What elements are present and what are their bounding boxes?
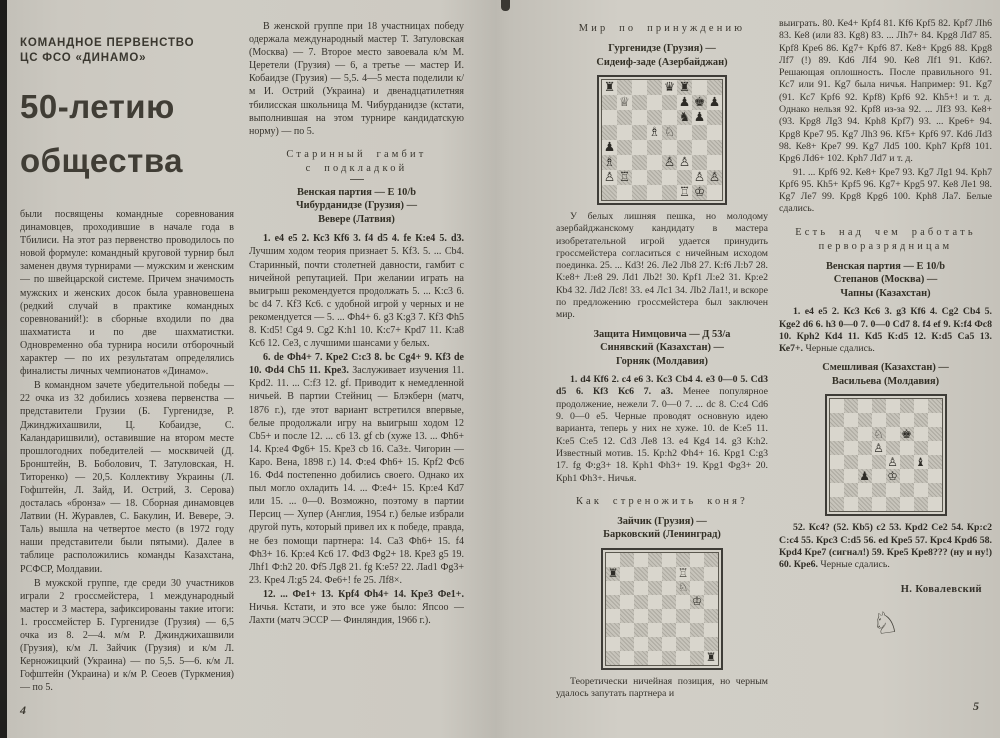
board-square-e7 [886,413,900,427]
board-square-f2 [676,637,690,651]
board-square-b3 [617,155,632,170]
board-frame [601,548,723,670]
board-square-f4 [676,609,690,623]
board-square-a4: ♟ [603,139,616,155]
board-square-e3: ♔ [887,468,898,483]
board-square-g7 [914,413,928,427]
title-line: общества [20,142,184,179]
heading-line: перворазрядницам [818,240,953,252]
board-square-c2 [634,637,648,651]
board-square-g8 [690,553,704,567]
paragraph: 1. d4 Кf6 2. с4 е6 3. Кс3 Сb4 4. е3 0—0 5. Сd3 d5 6. Кf3 Кс6 7. а3. Менее популярное продолжение, нежели 7. 0—0 7. ... dc 8. С:с4 Сd6 9. 0—0 е5. Черные проводят основную идею варианта, теперь у них не хуже. 10. de К:е5 11. К:е5 С:е5 12. Сd3 Ле8 13. е4 Кg4 14. g3 К:h2. Известный мотив. 15. Кр:h2 Фh4+ 16. Крg1 С:g3 17. fg Ф:g3+ 18. Крh1 Фh3+ 19. Крg1 Фg3+ 20. Крh1 Фh3+. Ничья. [556,374,768,484]
header-line: Гургенидзе (Грузия) — [608,43,716,54]
board-square-c7 [632,95,647,110]
board-square-g6: ♟ [693,109,706,125]
game-header-gurgenidze [556,42,768,69]
board-square-c7 [634,567,648,581]
header-line: Зайчик (Грузия) — [617,515,707,527]
header-line: Венская партия — Е 10/b [296,186,417,198]
board-square-b5 [620,595,634,609]
board-square-a1 [602,185,617,200]
board-square-a5 [830,441,844,455]
board-square-b2 [844,483,858,497]
board-square-h4 [704,609,718,623]
paragraph: В командном зачете убедительной победы — 22 очка из 32 добились хозяева первенства — представители Грузии (Б. Гургенидзе, Р. Джинджихашвили, Ц. Кобаидзе, С. Каландаришвили), оставившие на втором месте прошлогодних победителей — москвичей (Д. Бронштейн, В. Боболович, Т. Затуловская, Н. Титоренко) — 20,5. Коллективу Украины (Л. Гофштейн, Л. Зайд, И. Острий, З. Серова) досталась «бронза» — 18. Сборная динамовцев Латвии (Н. Журавлев, С. Бакулин, И. Вевере, Э. Таль) вышла на четвертое место (в 1972 году наши представители были пятыми). Далее в таблице расположились команды Казахстана, РСФСР, Молдавии. [20,380,234,575]
right-page-column-2 [779,18,992,724]
board-square-e6 [886,427,900,441]
intro-paragraphs [20,208,234,694]
board-square-d4 [872,455,886,469]
board-square-d2 [872,483,886,497]
board-square-g2 [914,483,928,497]
board-square-b4 [844,455,858,469]
author-signature: Н. Ковалевский [900,583,982,595]
board-square-a5 [606,595,620,609]
board-square-a2 [606,637,620,651]
game-annotation [779,306,992,355]
section-heading-first-category [779,226,992,254]
board-square-h3 [928,469,942,483]
board-square-d3 [872,469,886,483]
board-square-d3 [648,623,662,637]
board-square-h2: ♙ [708,169,721,185]
board-square-a3 [830,469,844,483]
board-square-b6 [617,110,632,125]
board-square-h1: ♜ [705,649,717,664]
board-square-c8 [634,553,648,567]
board-square-a2: ♙ [603,169,616,185]
board-square-e4 [662,609,676,623]
header-line: Васильева (Молдавия) [831,375,940,387]
paragraph: выиграть. 80. Ке4+ Крf4 81. Кf6 Крf5 82. Крf7 Лh6 83. Ке8 (или 83. Кg8) 83. ... Лh7+ 84. Крg8 Лd7 85. Крf8 Кре6 86. Кg7+ Крf6 87. Ке8+ Крg6 88. Крg8 Лf7 (!) 89. Кd6 Лf4 90. Ке8 Лf1 91. Кd6?. Решающая оплошность. После правильного 91. Кс7 или 91. Кg7 была ничья. Например: 91. Кg7 (91. Кс7 Крf6 92. Крf8) Крf6 92. Кh5+! и т. д. Однако нельзя 92. Крf8 из-за 92. ... Лf3 93. Ке8+ (93. Крg8 Лg3 94. Крh8 Крf7) 93. ... Кре6+ 94. Крg8 Кре7 95. Кg7 Лh3 96. Кf5+ Крf6 97. Кd6 Лd3 98. Ке8+ Кре7 99. Кg7 Лd5 100. Крh7 Крf8 101. Крg6 Лd6+ 102. Крh7 Лd7 и т. д. [779,18,992,165]
board-square-d6 [648,581,662,595]
board-square-e6 [662,110,677,125]
board-square-e8 [886,399,900,413]
board-square-c2 [858,483,872,497]
board-square-e7 [662,567,676,581]
board-square-b1 [617,185,632,200]
kicker-line: ЦС ФСО «ДИНАМО» [20,52,147,64]
board-square-d7 [872,413,886,427]
board-square-h7 [704,567,718,581]
board-square-e2 [662,637,676,651]
board-square-f5 [677,125,692,140]
game-annotation [249,232,464,627]
board-square-c6 [634,581,648,595]
board-square-g4 [692,140,707,155]
board-square-h1 [928,497,942,511]
board-frame [597,75,727,205]
board-square-h2 [704,637,718,651]
board-square-a7 [602,95,617,110]
board-square-d8 [872,399,886,413]
board-square-e5: ♘ [663,124,676,140]
paragraph: 6. de Фh4+ 7. Кре2 С:с3 8. bc Сg4+ 9. Кf3 de 10. Фd4 Сh5 11. Кре3. Заслуживает изучения 11. Крd2. 11. ... С:f3 12. gf. Приводит к немедленной ничьей. В партии Стейниц — Блэкберн (матч, 1876 г.), где этот вариант встретился впервые, белые продолжали игру на выигрыш ходом 12 Сb5+ и после 12. ... с6 13. gf cb (хуже 13. ... Фh6+ 14. Кр:е4 Фg6+ 15. Кре3 cb 16. Са3±. Чигорин — Каро. Вена, 1898 г.) 14. Ф:е4 Фh6+ 15. Крf2 Фс6 16. Фd4 постепенно добились своего. Однако их пыл могло охладить 14. ... Ф:е4+ 15. Кр:е4 Кd7 или 15. ... 0—0. Возможно, поэтому в партии Персиц — Хупер (Англия, 1954 г.) белые избрали другой путь, который привел их к победе, правда, не без помощи партнера: 14. Са3 Фh6+ 15. f4 Фh3+ 16. Кр:е4 Кс6 17. Фd3 Фg2+ 18. Кре3 g5 19. Лhf1 Ф:h2 20. Фf5 Лg8 21. fg К:е5? 22. Лаd1 Фg3+ 23. Кре4 Л:g5 24. Фе6+! fe 25. Лf8×. [249,352,464,586]
board-square-e4: ♙ [887,454,898,469]
title-line: 50-летию [20,88,175,125]
header-line: Горняк (Молдавия) [615,355,708,367]
board-square-f7: ♖ [677,565,689,580]
board-square-a2 [830,483,844,497]
board-square-c3: ♟ [859,468,870,483]
board-square-a1 [606,651,620,665]
section-heading-forced-peace [556,22,768,36]
board-square-d4 [647,140,662,155]
header-line: Смешливая (Казахстан) — [822,362,949,374]
board-square-h3 [707,155,722,170]
board-square-g7 [690,567,704,581]
board-square-e7 [662,95,677,110]
board-square-b4 [620,609,634,623]
board-square-e8 [662,553,676,567]
board-square-h5 [928,441,942,455]
board-square-h8 [707,80,722,95]
board-square-h3 [704,623,718,637]
board-square-a6 [606,581,620,595]
board-square-e4 [662,140,677,155]
board-square-a5 [602,125,617,140]
board-square-b7 [620,567,634,581]
board-square-c4 [858,455,872,469]
board-square-b1 [620,651,634,665]
board-square-c5 [632,125,647,140]
knight-vignette-icon: ♘ [869,604,902,643]
board-square-e1 [662,185,677,200]
paragraph: В женской группе при 18 участницах победу одержала международный мастер Т. Затуловская (Москва) — 7. Второе место завоевала к/м М. Церетели (Грузия) — 6, а третье — мастер И. Кобаидзе (Грузия) — 5,5. 4—5 места поделили к/м И. Острий (Украина) и двенадцатилетняя тбилисская школьница М. Чибурданидзе (кстати, выполнившая на этом турнире кандидатскую норму) — по 5. [249,21,464,137]
header-line: Синявский (Казахстан) — [600,342,724,354]
page-number-right: 5 [973,699,979,713]
board-square-g1 [914,497,928,511]
board-square-a3: ♗ [603,154,616,170]
board-square-a8 [830,399,844,413]
board-square-e6 [662,581,676,595]
board-square-h6 [707,110,722,125]
board-square-a3 [606,623,620,637]
board-square-h6 [928,427,942,441]
board-square-b3 [620,623,634,637]
board-square-h6 [704,581,718,595]
board-square-a4 [830,455,844,469]
board-square-e3: ♙ [663,154,676,170]
game-header-zaichik [556,515,768,542]
board-square-b7 [844,413,858,427]
board-square-e5 [886,441,900,455]
game-header-vienna-2 [779,260,992,301]
board-square-c3 [632,155,647,170]
left-page-column-1 [20,36,234,704]
board-square-a6 [830,427,844,441]
paragraph: были посвящены командные соревнования динамовцев, проходившие в начале года в Тбилиси. На этот раз первенство проводилось по новой формуле: командный круговой турнир был заменен двумя турнирами — мужским и женским — по швейцарской системе. Причем значимость мужских и женских досок была уравновешена (редкий случай в практике командных соревнований!): в сборные входили по два шахматиста и по две шахматистки. Одновременно оба турнира носили отборочный характер — по их результатам определялись финалисты личных чемпионатов «Динамо». [20,209,234,378]
board-square-h5 [704,595,718,609]
board-square-b6 [620,581,634,595]
board-square-b2 [620,637,634,651]
heading-line: Старинный гамбит [286,148,427,160]
board-square-f1 [676,651,690,665]
board-square-a8 [606,553,620,567]
board-square-d1 [872,497,886,511]
game-header-smeshlivaya [779,361,992,388]
board-square-h4 [707,140,722,155]
paragraph: В мужской группе, где среди 30 участников играли 2 гроссмейстера, 1 международный мастер и 3 мастера, зафиксированы такие итоги: 1. гроссмейстер Б. Гургенидзе (Грузия) — 6,5 очка из 8. 2—4. м/м Р. Джинджихашвили (Грузия), к/м Л. Зайчик (Грузия) и к/м Л. Керножицкий (Украина) — по 5,5. 5—6. к/м Л. Гофштейн (Украина) и к/м Р. Сеоев (Туркмения) — по 5. [20,577,234,694]
board-square-f7: ♟ [678,94,691,110]
board-square-f1 [900,497,914,511]
board-square-f3: ♙ [678,154,691,170]
scan-edge [0,0,7,738]
board-square-g8 [914,399,928,413]
board-square-e5 [662,595,676,609]
board-square-g6 [690,581,704,595]
board-square-a8: ♜ [603,79,616,95]
board-square-d8 [647,80,662,95]
divider-rule [350,179,364,180]
paragraph: У белых лишняя пешка, но молодому азербайджанскому кандидату в мастера изобретательной игрой удается принудить гроссмейстера согласиться с ничейным исходом поединка. 25. ... Кd3! 26. Ле2 Лb8 27. К:f6 Л:b7 28. К:е8+ Л:е8 29. Лd1 Лb2! 30. Крf1 Л:е2 31. Кр:е2 Кb4 32. Лd2 Лс8! 33. е4 Лс1 34. Лb2 Ла1!, и вскоре по предложению гроссмейстера был заключен мир. [556,211,768,321]
board-square-d5 [648,595,662,609]
board-square-a1 [830,497,844,511]
board-square-b8 [620,553,634,567]
board-square-a7 [830,413,844,427]
board-square-f3 [900,469,914,483]
board-square-f5 [900,441,914,455]
board-square-g4 [690,609,704,623]
board-square-c1 [634,651,648,665]
board-square-c4 [632,140,647,155]
header-line: Вевере (Латвия) [318,213,395,225]
board-square-f6: ♚ [901,426,912,441]
board-square-c5 [634,595,648,609]
chess-board-2 [605,552,719,666]
board-square-d2 [648,637,662,651]
board-square-h5 [707,125,722,140]
board-square-e8: ♛ [663,79,676,95]
board-square-g7: ♚ [693,94,706,110]
board-square-f6: ♘ [677,579,689,594]
board-square-g1 [690,651,704,665]
board-square-g3 [690,623,704,637]
board-square-f1: ♖ [678,184,691,200]
board-square-e2 [886,483,900,497]
board-square-b7: ♕ [618,94,631,110]
board-square-d7 [647,95,662,110]
board-square-h2 [928,483,942,497]
chess-board-3 [829,398,943,512]
board-square-f7 [900,413,914,427]
gutter-mark [501,0,510,11]
board-square-f2 [900,483,914,497]
game-header-nimzo [556,328,768,369]
board-square-d6: ♘ [873,426,884,441]
board-square-d5: ♙ [873,440,884,455]
paragraph: Теоретически ничейная позиция, но черным удалось запутать партнера и [556,675,768,700]
paragraph: 1. е4 е5 2. Кс3 Кс6 3. g3 Кf6 4. Сg2 Сb4 5. Кgе2 d6 6. h3 0—0 7. 0—0 Сd7 8. f4 ef 9. К:f4 Фс8 10. Крh2 Кd4 11. Кd5 К:d5 12. К:d5 Са5 13. Ке7+. Черные сдались. [779,306,992,355]
board-square-g5: ♔ [691,593,703,608]
board-frame [825,394,947,516]
board-square-g2 [690,637,704,651]
board-square-e1 [886,497,900,511]
board-square-h7 [928,413,942,427]
board-square-c5 [858,441,872,455]
board-square-f6: ♞ [678,109,691,125]
board-square-b4 [617,140,632,155]
board-square-h8 [928,399,942,413]
board-square-b2: ♖ [618,169,631,185]
board-square-c8 [632,80,647,95]
board-square-f4 [900,455,914,469]
board-square-b1 [844,497,858,511]
board-square-h8 [704,553,718,567]
game-header-vienna-1 [249,186,464,227]
board-square-a4 [606,609,620,623]
board-square-c6 [858,427,872,441]
board-square-a6 [602,110,617,125]
board-square-f8: ♜ [678,79,691,95]
heading-line: Мир по принуждению [578,23,746,34]
header-line: Чибурданидзе (Грузия) — [296,200,417,212]
board-square-c3 [634,623,648,637]
paragraph: 52. Кс4? (52. Кb5) с2 53. Крd2 Се2 54. Кр:с2 С:с4 55. Крс3 С:d5 56. ed Кре5 57. Крс4 Крd6 58. Крd4 Кре7 (сигнал!) 59. Кре5 Кре8??? (ну и ну!) 60. Кре6. Черные сдались. [779,522,992,571]
board-square-c1 [858,497,872,511]
diagram-caption [556,676,768,701]
board-square-b5 [844,441,858,455]
board-square-d2 [647,170,662,185]
header-line: Защита Нимцовича — Д 53/а [593,328,731,340]
game-annotation [556,374,768,485]
board-square-g5 [914,441,928,455]
board-square-c7 [858,413,872,427]
kicker [20,36,234,66]
board-square-g8 [692,80,707,95]
board-square-c4 [634,609,648,623]
article-title [20,80,234,188]
board-square-b5 [617,125,632,140]
heading-line: Есть над чем работать [795,226,976,238]
board-square-d3 [647,155,662,170]
heading-line: с подкладкой [305,162,408,174]
chess-diagram-1 [556,75,768,205]
board-square-g2: ♙ [693,169,706,185]
board-square-d5: ♗ [648,124,661,140]
board-square-f8 [900,399,914,413]
section-heading-hobble-knight [556,495,768,509]
kicker-line: КОМАНДНОЕ ПЕРВЕНСТВО [20,37,195,49]
paragraph: 12. ... Фе1+ 13. Крf4 Фh4+ 14. Кре3 Фе1+. Ничья. Кстати, и это все уже было: Япсоо — Лахти (матч ЭССР — Финляндия, 1966 г.). [249,588,464,627]
left-page-column-2 [249,20,464,722]
board-square-f4 [677,140,692,155]
board-square-e1 [662,651,676,665]
board-square-h4 [928,455,942,469]
header-line: Чапны (Казахстан) [840,287,931,299]
game-annotation [556,211,768,322]
board-square-f8 [676,553,690,567]
board-square-g1: ♔ [693,184,706,200]
page-number-left: 4 [20,703,26,717]
board-square-h7: ♟ [708,94,721,110]
board-square-d8 [648,553,662,567]
chess-board-1 [601,79,723,201]
board-square-g4: ♝ [915,454,926,469]
board-square-b6 [844,427,858,441]
board-square-f3 [676,623,690,637]
board-square-a7: ♜ [607,565,619,580]
board-square-d1 [647,185,662,200]
board-square-b8 [844,399,858,413]
chess-diagram-2 [556,548,768,670]
board-square-d4 [648,609,662,623]
board-square-g5 [692,125,707,140]
header-line: Венская партия — Е 10/b [825,260,946,272]
board-square-d6 [647,110,662,125]
right-page-column-1 [556,20,768,724]
board-square-c2 [632,170,647,185]
board-square-d7 [648,567,662,581]
board-square-c1 [632,185,647,200]
board-square-h1 [707,185,722,200]
chess-diagram-3 [779,394,992,516]
board-square-g3 [914,469,928,483]
heading-line: Как стреножить коня? [576,495,748,507]
section-heading-old-gambit [249,148,464,176]
womens-group-paragraph [249,20,464,138]
header-line: Сидеиф-заде (Азербайджан) [596,56,728,68]
board-square-f2 [677,170,692,185]
board-square-f5 [676,595,690,609]
header-line: Степанов (Москва) — [833,274,938,286]
board-square-e3 [662,623,676,637]
header-line: Барковский (Ленинград) [603,529,721,541]
game-annotation [779,18,992,216]
game-annotation [779,522,992,571]
paragraph: 91. ... Крf6 92. Ке8+ Кре7 93. Кg7 Лg1 94. Крh7 Крf6 95. Кh5+ Крf5 96. Кg7+ Крg5 97. Ке8 Ле1 98. Кg7 Ле7 99. Крg8 Крg6 100. Крh8 Ла7. Белые сдались. [779,166,992,215]
board-square-g3 [692,155,707,170]
board-square-d1 [648,651,662,665]
board-square-e2 [662,170,677,185]
board-square-g6 [914,427,928,441]
paragraph: 1. е4 е5 2. Кс3 Кf6 3. f4 d5 4. fe К:е4 5. d3. Лучшим ходом теория признает 5. Кf3. 5. ... Сb4. Старинный, почти столетней давности, гамбит с ничейной репутацией. При желании играть на выигрыш рекомендуется продолжать 5. ... К:с3 6. bc d4 7. Кf3 Кс6. с удобной игрой у черных и не рекомендуется — 5. ... Фh4+ 6. g3 К:g3 7. Кf3 Фh5 8. К:d5! Сg4 9. Сg2 К:h1 10. К:с7+ Крd7 11. К:а8 Кс6 12. Се3, с лучшими шансами у белых. [249,233,464,350]
board-square-c6 [632,110,647,125]
board-square-b8 [617,80,632,95]
board-square-c8 [858,399,872,413]
board-square-b3 [844,469,858,483]
